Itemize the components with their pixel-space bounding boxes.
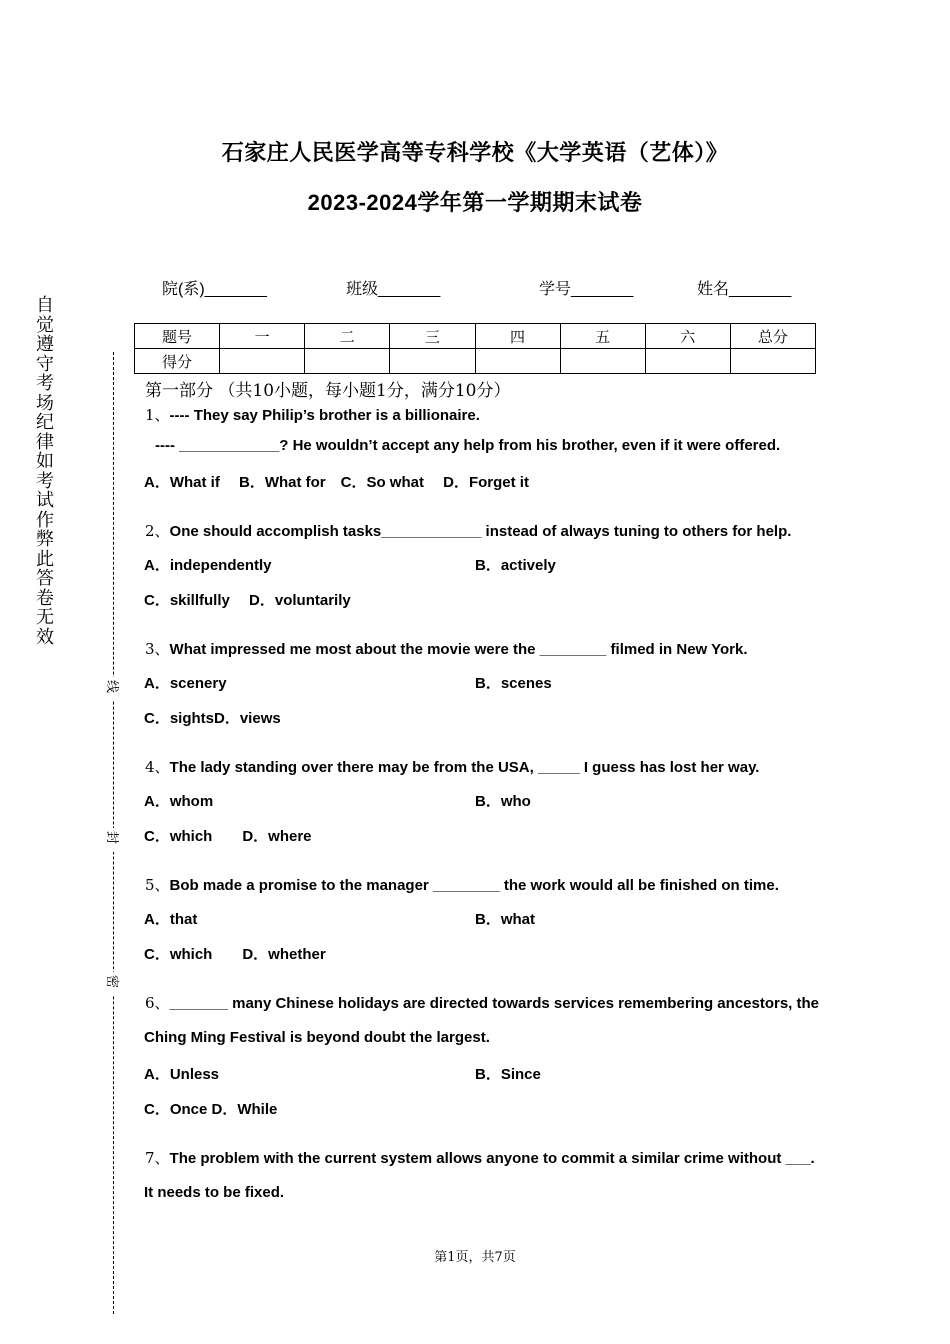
warning-char: 此 [36, 548, 54, 570]
question-4-option-cd[interactable]: C．which D．where [144, 828, 312, 845]
warning-char: 作 [36, 509, 54, 531]
question-4-option-b[interactable]: B．who [475, 793, 531, 810]
student-id-field[interactable]: 学号_______ [539, 281, 634, 298]
student-info-row [0, 276, 950, 298]
score-header-cell: 总分 [730, 324, 815, 349]
warning-char: 考 [36, 470, 54, 492]
score-header-cell: 题号 [135, 324, 220, 349]
department-field[interactable]: 院(系)_______ [162, 281, 267, 298]
question-5-option-a[interactable]: A．that [144, 911, 198, 928]
page-footer: 第1页，共7页 [434, 1250, 516, 1265]
score-table [134, 323, 816, 374]
score-table-score-row [135, 349, 816, 374]
exam-title-line1: 石家庄人民医学高等专科学校《大学英语（艺体）》 [221, 140, 729, 165]
question-5-stem: 5、Bob made a promise to the manager ________ the work would all be finished on time. [145, 876, 779, 894]
question-1-options[interactable]: A．What if B．What for C．So what D．Forget it [144, 474, 529, 491]
class-field[interactable]: 班级_______ [346, 281, 441, 298]
score-header-cell: 四 [475, 324, 560, 349]
warning-char: 觉 [36, 314, 54, 336]
question-2-stem: 2、One should accomplish tasks____________ instead of always tuning to others for help. [145, 522, 792, 540]
question-3-option-b[interactable]: B．scenes [475, 675, 552, 692]
question-6-stem: 6、_______ many Chinese holidays are directed towards services remembering ancestors, the [145, 994, 820, 1012]
warning-char: 效 [36, 626, 54, 648]
question-5-option-b[interactable]: B．what [475, 911, 536, 928]
question-5-option-cd[interactable]: C．which D．whether [144, 946, 326, 963]
score-header-cell: 五 [560, 324, 645, 349]
score-cell[interactable] [560, 349, 645, 374]
question-6-option-cd[interactable]: C．Once D．While [144, 1101, 278, 1118]
score-header-cell: 六 [645, 324, 730, 349]
warning-char: 如 [36, 451, 54, 472]
question-7-stem: 7、The problem with the current system allows anyone to commit a similar crime without ___. [145, 1149, 815, 1167]
warning-char: 考 [36, 373, 54, 394]
exam-title-line2: 2023-2024学年第一学期期末试卷 [307, 190, 643, 215]
question-3-option-cd[interactable]: C．sightsD．views [144, 710, 281, 727]
question-2-option-b[interactable]: B．actively [475, 557, 556, 574]
binding-mark-feng: 封 [104, 828, 124, 852]
warning-char: 弊 [36, 529, 54, 550]
exam-discipline-warning [33, 296, 57, 647]
score-table-header-row [135, 324, 816, 349]
warning-char: 自 [36, 295, 54, 316]
question-1-stem-continued: ---- ____________? He wouldn’t accept any help from his brother, even if it were offered. [155, 437, 781, 454]
warning-char: 答 [36, 568, 54, 589]
section-heading: 第一部分 （共10小题，每小题1分，满分10分） [145, 381, 511, 401]
score-header-cell: 二 [305, 324, 390, 349]
score-cell[interactable] [475, 349, 560, 374]
question-3-stem: 3、What impressed me most about the movie were the ________ filmed in New York. [145, 640, 748, 658]
binding-mark-mi: 密 [104, 972, 124, 996]
score-cell[interactable] [220, 349, 305, 374]
name-field[interactable]: 姓名_______ [697, 281, 792, 298]
score-cell[interactable] [645, 349, 730, 374]
warning-char: 遵 [36, 334, 54, 355]
score-row-label: 得分 [135, 349, 220, 374]
question-1-stem: 1、---- They say Philip’s brother is a billionaire. [145, 406, 480, 424]
question-4-option-a[interactable]: A．whom [144, 793, 214, 810]
warning-char: 纪 [36, 412, 54, 433]
question-7-stem-continued: It needs to be fixed. [144, 1184, 285, 1201]
score-cell[interactable] [390, 349, 475, 374]
question-2-option-a[interactable]: A．independently [144, 557, 272, 574]
question-6-stem-continued: Ching Ming Festival is beyond doubt the largest. [144, 1029, 490, 1046]
binding-mark-xian: 线 [104, 677, 124, 701]
warning-char: 试 [36, 490, 54, 511]
warning-char: 无 [36, 607, 54, 628]
warning-char: 律 [36, 431, 54, 453]
question-3-option-a[interactable]: A．scenery [144, 675, 227, 692]
score-cell[interactable] [305, 349, 390, 374]
question-4-stem: 4、The lady standing over there may be from the USA, _____ I guess has lost her way. [145, 758, 760, 776]
question-6-option-a[interactable]: A．Unless [144, 1066, 220, 1083]
question-6-option-b[interactable]: B．Since [475, 1066, 541, 1083]
warning-char: 守 [36, 353, 54, 375]
warning-char: 卷 [36, 587, 54, 609]
score-header-cell: 三 [390, 324, 475, 349]
question-2-option-cd[interactable]: C．skillfully D．voluntarily [144, 592, 351, 609]
score-cell[interactable] [730, 349, 815, 374]
warning-char: 场 [36, 392, 54, 414]
score-header-cell: 一 [220, 324, 305, 349]
